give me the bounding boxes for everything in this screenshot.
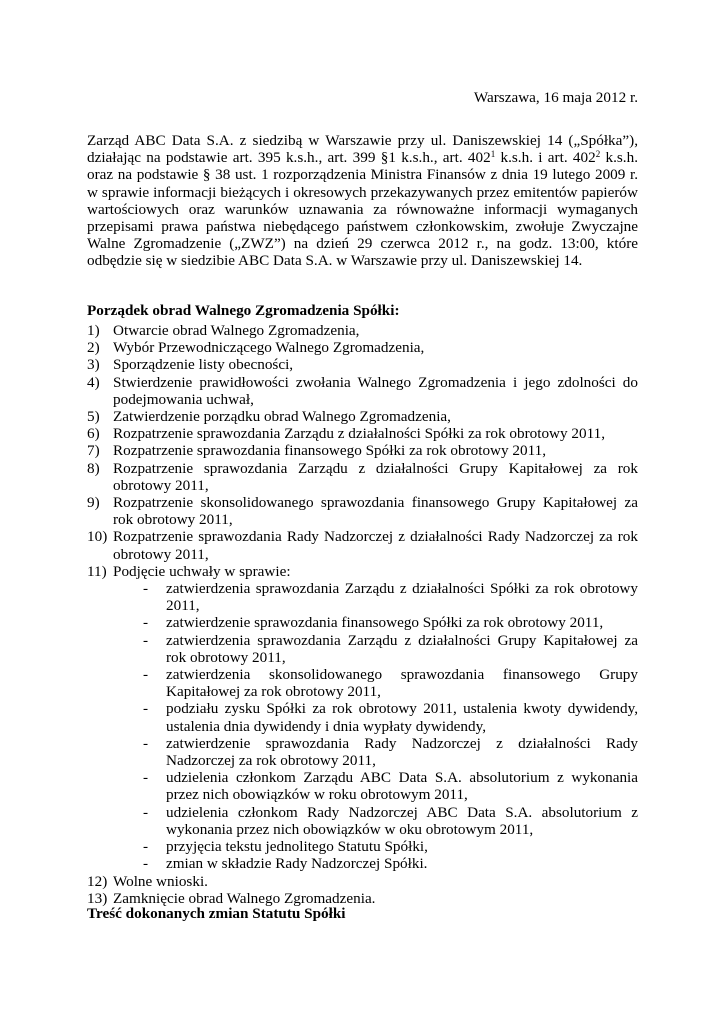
resolution-text: zatwierdzenie sprawozdania finansowego Spółki za rok obrotowy 2011,: [166, 614, 604, 632]
agenda-item-text: Rozpatrzenie sprawozdania Zarządu z działalności Spółki za rok obrotowy 2011,: [113, 425, 606, 443]
agenda-item: [87, 339, 638, 356]
resolution-text: zatwierdzenia skonsolidowanego sprawozdania finansowego Grupy Kapitałowej za rok obrotowy 2011,: [166, 666, 638, 701]
resolution-item: [113, 804, 638, 838]
resolution-item: [113, 614, 638, 631]
resolution-text: podziału zysku Spółki za rok obrotowy 2011, ustalenia kwoty dywidendy, ustalenia dnia dywidendy i dnia wypłaty dywidendy,: [166, 700, 638, 735]
intro-text-1: Zarząd ABC Data S.A. z siedzibą w Warszawie przy ul. Daniszewskiej 14 („Spółka”), działając na podstawie art. 395 k.s.h., art. 399 §1 k.s.h., art. 402: [87, 132, 638, 167]
agenda-item-text: Otwarcie obrad Walnego Zgromadzenia,: [113, 322, 360, 339]
intro-text-2: k.s.h. i art. 402: [495, 149, 596, 167]
resolution-text: przyjęcia tekstu jednolitego Statutu Spółki,: [166, 838, 428, 856]
resolution-dash: -: [143, 580, 149, 598]
resolution-dash: -: [143, 838, 149, 856]
agenda-item-number: 2): [87, 339, 100, 357]
agenda-list: [87, 322, 638, 907]
agenda-item-text: Rozpatrzenie sprawozdania Zarządu z działalności Grupy Kapitałowej za rok obrotowy 2011,: [113, 459, 638, 494]
resolution-list: [113, 580, 638, 872]
resolution-dash: -: [143, 631, 149, 649]
resolution-item: [113, 838, 638, 855]
resolution-dash: -: [143, 700, 149, 718]
resolution-dash: -: [143, 666, 149, 684]
resolution-text: zmian w składzie Rady Nadzorczej Spółki.: [166, 855, 428, 873]
agenda-item: [87, 356, 638, 373]
agenda-item: [87, 374, 638, 408]
resolution-item: [113, 735, 638, 769]
agenda-item: [87, 873, 638, 890]
intro-text-3: k.s.h. oraz na podstawie § 38 ust. 1 rozporządzenia Ministra Finansów z dnia 19 lutego 2009 r. w sprawie informacji bieżących i okresowych przekazywanych przez emitentów papierów wartościowych oraz warunków uznawania za równoważne informacji wymaganych przepisami prawa państwa niebędącego państwem członkowskim, zwołuje Zwyczajne Walne Zgromadzenie („ZWZ”) na dzień 29 czerwca 2012 r., na godz. 13:00, które odbędzie się w siedzibie ABC Data S.A. w Warszawie przy ul. Daniszewskiej 14.: [87, 149, 638, 270]
resolution-text: udzielenia członkom Zarządu ABC Data S.A. absolutorium z wykonania przez nich obowiązków w roku obrotowym 2011,: [166, 769, 638, 804]
agenda-item-number: 11): [87, 562, 107, 580]
agenda-item-text: Podjęcie uchwały w sprawie:: [113, 562, 291, 580]
resolution-dash: -: [143, 803, 149, 821]
agenda-item-text: Wolne wnioski.: [113, 872, 208, 890]
agenda-item: [87, 425, 638, 442]
agenda-item-number: 13): [87, 889, 108, 907]
agenda-item-number: 10): [87, 528, 108, 546]
statute-changes-heading: Treść dokonanych zmian Statutu Spółki: [87, 905, 346, 922]
agenda-item-text: Zatwierdzenie porządku obrad Walnego Zgromadzenia,: [113, 408, 451, 426]
resolution-text: zatwierdzenia sprawozdania Zarządu z działalności Grupy Kapitałowej za rok obrotowy 2011,: [166, 631, 638, 666]
agenda-item-text: Rozpatrzenie sprawozdania Rady Nadzorczej z działalności Rady Nadzorczej za rok obrotowy 2011,: [113, 528, 638, 563]
resolution-item: [113, 632, 638, 666]
agenda-item-number: 3): [87, 356, 100, 374]
agenda-item-text: Sporządzenie listy obecności,: [113, 356, 294, 374]
agenda-item: [87, 494, 638, 528]
intro-paragraph: [87, 132, 638, 270]
agenda-item-text: Rozpatrzenie skonsolidowanego sprawozdania finansowego Grupy Kapitałowej za rok obrotowy 2011,: [113, 494, 638, 529]
intro-superscript-2: 2: [595, 149, 601, 160]
agenda-item-number: 6): [87, 425, 100, 443]
agenda-item-number: 12): [87, 872, 108, 890]
resolution-dash: -: [143, 769, 149, 787]
agenda-item-number: 1): [87, 322, 100, 339]
agenda-item-number: 9): [87, 494, 100, 512]
agenda-item-number: 7): [87, 442, 100, 460]
intro-superscript-1: 1: [490, 149, 496, 160]
agenda-item: [87, 460, 638, 494]
agenda-item-number: 4): [87, 373, 100, 391]
resolution-item: [113, 700, 638, 734]
agenda-item-text: Stwierdzenie prawidłowości zwołania Walnego Zgromadzenia i jego zdolności do podejmowania uchwał,: [113, 373, 638, 408]
resolution-item: [113, 855, 638, 872]
resolution-item: [113, 769, 638, 803]
agenda-item: [87, 322, 638, 339]
agenda-item: [87, 563, 638, 873]
agenda-item-text: Wybór Przewodniczącego Walnego Zgromadzenia,: [113, 339, 425, 357]
agenda-item-number: 5): [87, 408, 100, 426]
resolution-item: [113, 580, 638, 614]
agenda-item: [87, 528, 638, 562]
resolution-text: zatwierdzenie sprawozdania Rady Nadzorczej z działalności Rady Nadzorczej za rok obrotowy 2011,: [166, 734, 638, 770]
resolution-dash: -: [143, 614, 149, 632]
resolution-text: udzielenia członkom Rady Nadzorczej ABC Data S.A. absolutorium z wykonania przez nich obowiązków w oku obrotowym 2011,: [166, 803, 638, 838]
agenda-heading: Porządek obrad Walnego Zgromadzenia Spółki:: [87, 302, 400, 319]
resolution-dash: -: [143, 855, 149, 873]
agenda-item: [87, 442, 638, 459]
agenda-item-text: Zamknięcie obrad Walnego Zgromadzenia.: [113, 889, 376, 907]
resolution-text: zatwierdzenia sprawozdania Zarządu z działalności Spółki za rok obrotowy 2011,: [166, 580, 638, 615]
agenda-item-number: 8): [87, 459, 100, 477]
document-date: Warszawa, 16 maja 2012 r.: [473, 89, 638, 106]
resolution-item: [113, 666, 638, 700]
agenda-item-text: Rozpatrzenie sprawozdania finansowego Spółki za rok obrotowy 2011,: [113, 442, 547, 460]
resolution-dash: -: [143, 734, 149, 752]
agenda-item: [87, 408, 638, 425]
